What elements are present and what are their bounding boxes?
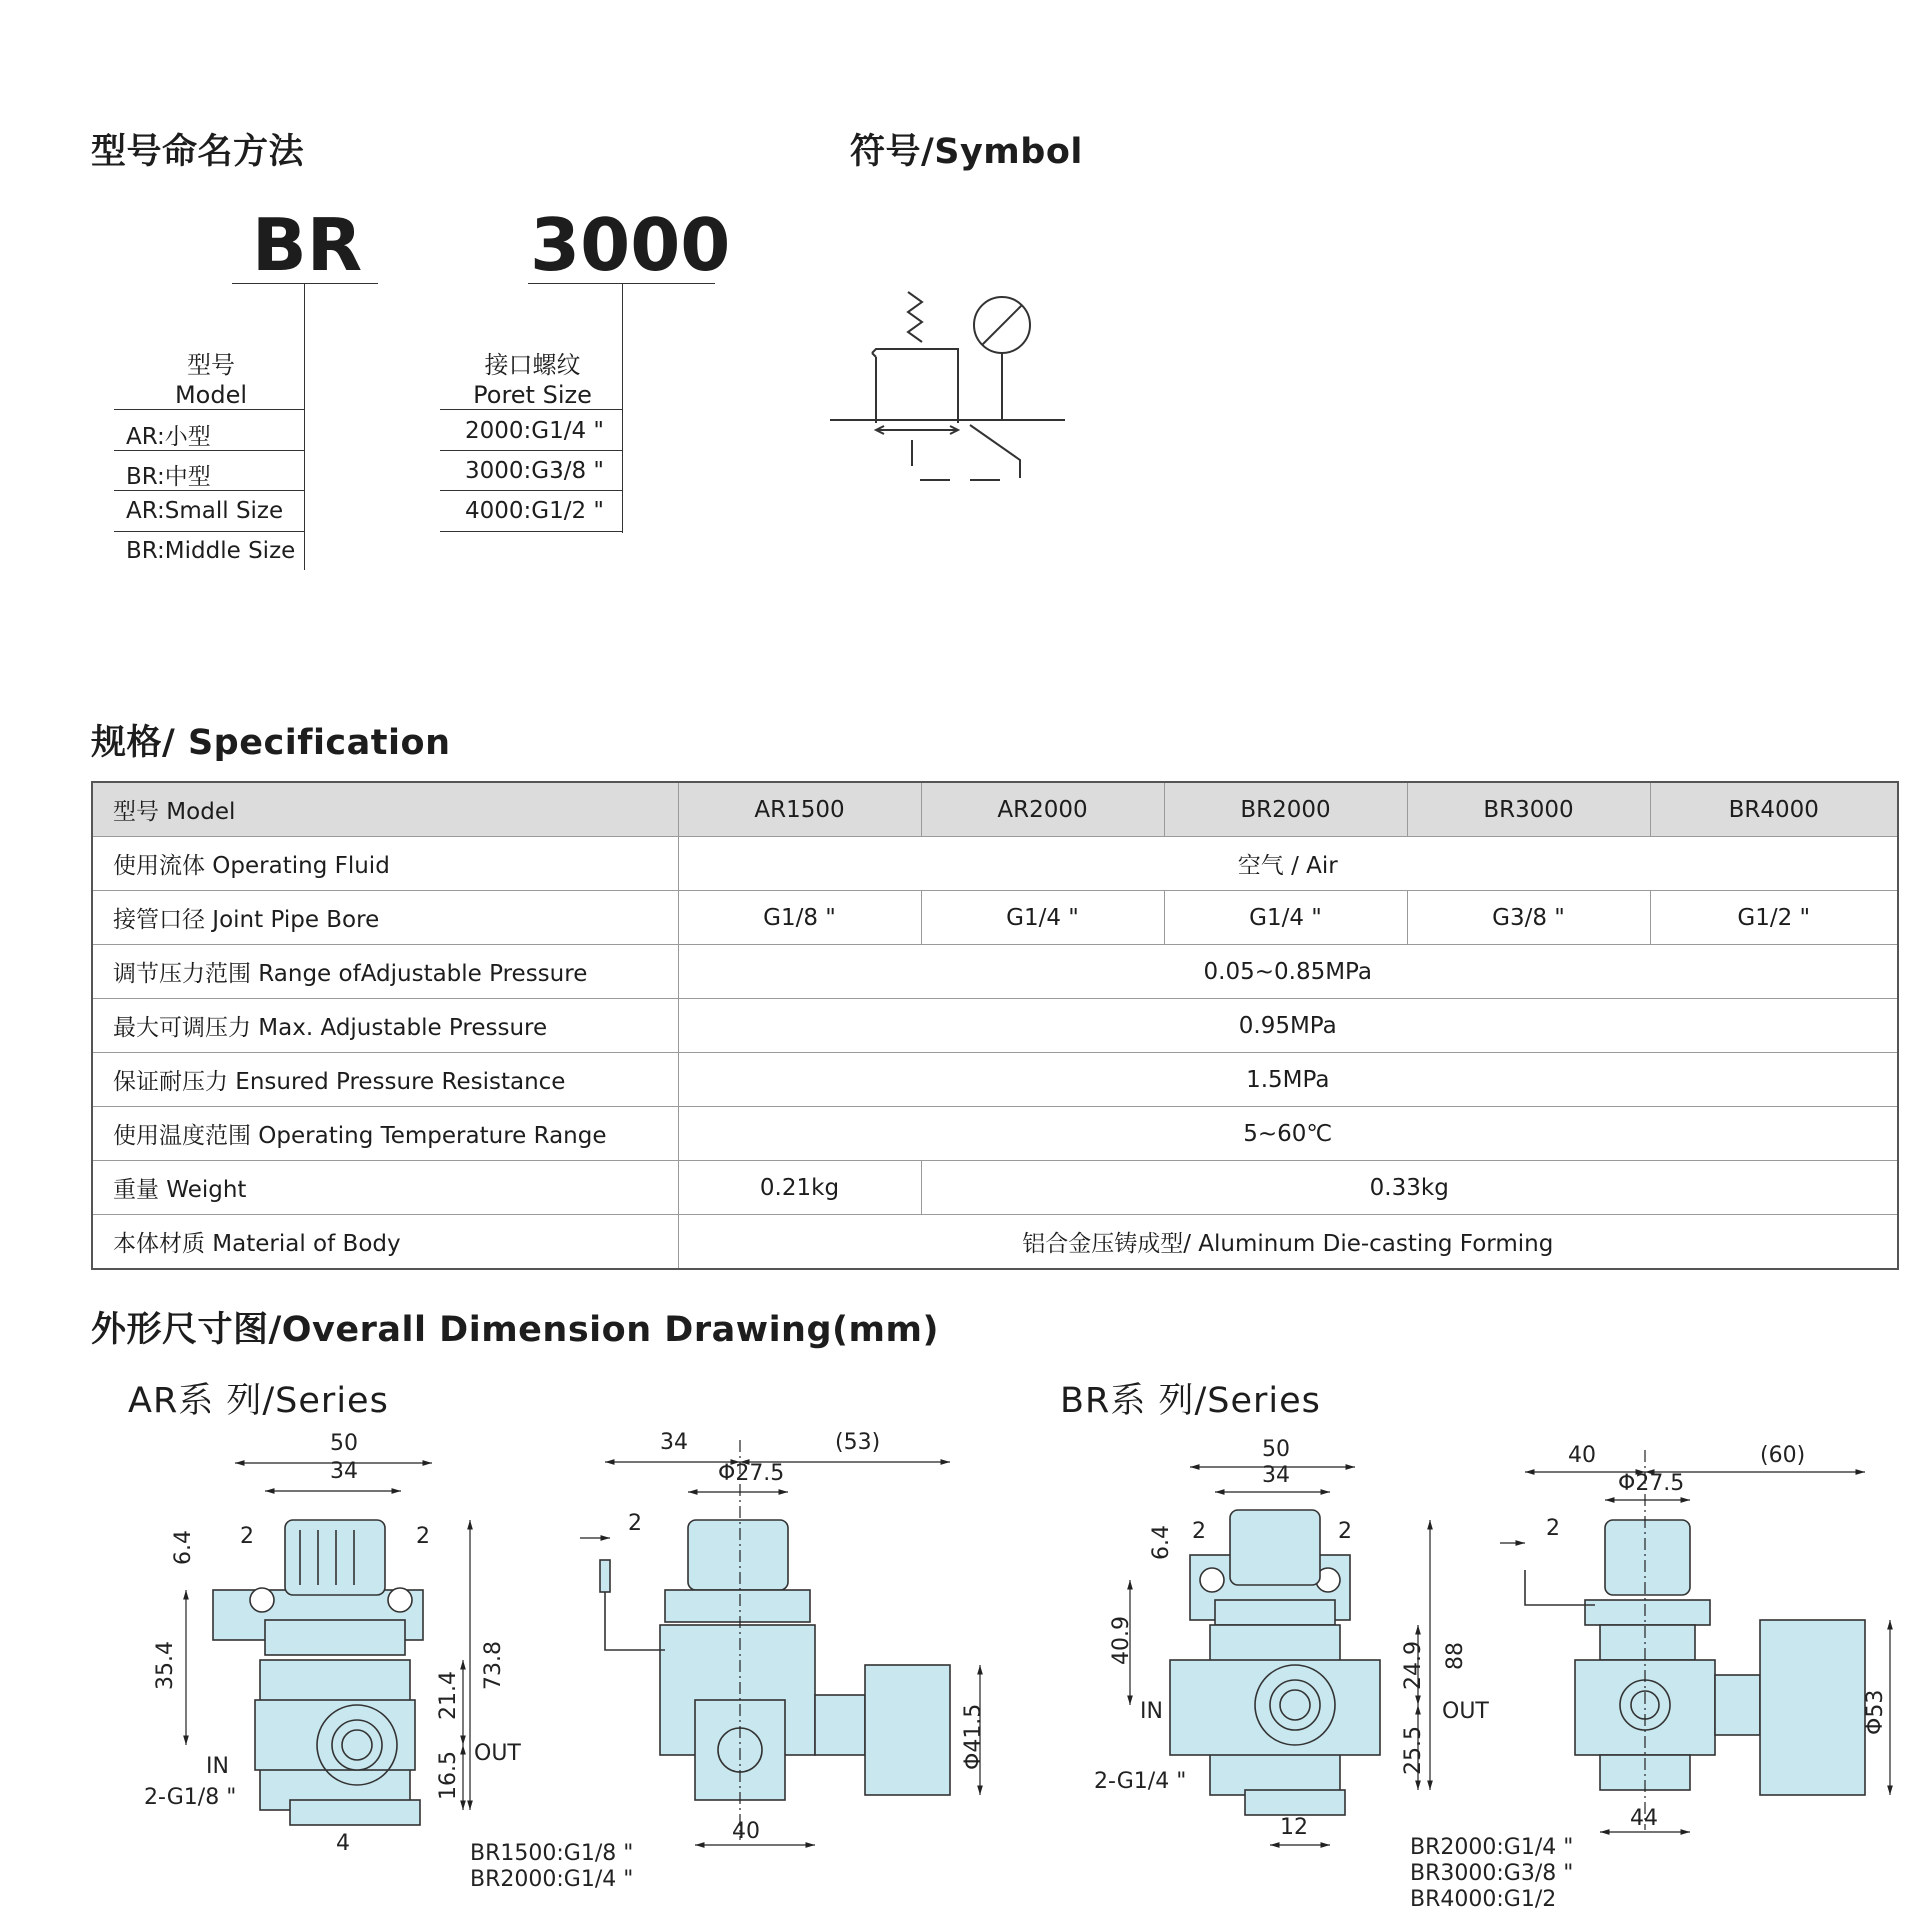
in-label: IN (1140, 1699, 1163, 1724)
naming-title: 型号命名方法 (91, 132, 305, 172)
port-code: 3000 (530, 203, 731, 287)
header-cell: BR3000 (1407, 782, 1650, 837)
dim-label: 16.5 (436, 1751, 461, 1800)
ar-front-view (213, 1520, 423, 1825)
dim-label: 40.9 (1109, 1616, 1134, 1665)
header-cell: BR2000 (1164, 782, 1407, 837)
model-label-en: Model (174, 381, 248, 409)
port-separator (440, 409, 622, 410)
port-label-cn: 接口螺纹 (484, 351, 581, 379)
table-row (92, 1161, 1898, 1215)
dim-label: Φ27.5 (718, 1461, 785, 1486)
model-option: AR:小型 (126, 424, 211, 450)
port-label: BR3000:G3/8 " (1410, 1861, 1574, 1886)
dim-label: 6.4 (171, 1530, 196, 1565)
dim-label: 34 (1262, 1463, 1290, 1488)
port-option: 2000:G1/4 " (465, 418, 605, 444)
dim-label: 21.4 (436, 1671, 461, 1720)
cell-value: 5~60℃ (678, 1107, 1898, 1161)
model-option: BR:Middle Size (126, 538, 296, 564)
br-side-view (1525, 1520, 1865, 1795)
spring-icon (908, 292, 922, 342)
dim-label: 88 (1443, 1642, 1468, 1670)
dim-label: 2 (1192, 1519, 1206, 1544)
cell-value: 0.95MPa (678, 999, 1898, 1053)
model-label-cn: 型号 (187, 351, 235, 379)
port-leader-line (622, 283, 623, 533)
model-option: AR:Small Size (126, 498, 284, 524)
dim-label: Φ53 (1863, 1689, 1888, 1735)
regulator-symbol (820, 280, 1080, 490)
cell-value: G1/8 " (678, 891, 921, 945)
ar-series-title: AR系 列/Series (128, 1381, 389, 1421)
cell-value: G1/4 " (921, 891, 1164, 945)
port-label: 2-G1/4 " (1094, 1769, 1187, 1794)
dim-label: 50 (1262, 1437, 1290, 1462)
model-label (140, 350, 282, 410)
port-label: 2-G1/8 " (144, 1785, 237, 1810)
port-separator (440, 531, 622, 532)
dim-label: 40 (732, 1819, 760, 1844)
port-option: 4000:G1/2 " (465, 498, 605, 524)
row-label: 重量 Weight (92, 1161, 678, 1215)
dimension-drawings (0, 1420, 1920, 1920)
row-label: 调节压力范围 Range ofAdjustable Pressure (92, 945, 678, 999)
table-row (92, 1215, 1898, 1270)
port-separator (440, 490, 622, 491)
drawing-title: 外形尺寸图/Overall Dimension Drawing(mm) (91, 1310, 939, 1350)
table-row (92, 782, 1898, 837)
dim-label: 50 (330, 1431, 358, 1456)
dim-label: 34 (660, 1430, 688, 1455)
dim-label: (60) (1760, 1443, 1806, 1468)
br-series-title: BR系 列/Series (1060, 1381, 1321, 1421)
port-label: BR1500:G1/8 " (470, 1841, 634, 1866)
port-label: BR2000:G1/4 " (1410, 1835, 1574, 1860)
spec-title: 规格/ Specification (91, 723, 451, 763)
port-option: 3000:G3/8 " (465, 458, 605, 484)
dim-label: 2 (628, 1511, 642, 1536)
dim-label: 34 (330, 1459, 358, 1484)
table-row (92, 837, 1898, 891)
dim-label: 73.8 (481, 1641, 506, 1690)
dim-label: (53) (835, 1430, 881, 1455)
table-row (92, 1107, 1898, 1161)
dim-label: Φ27.5 (1618, 1471, 1685, 1496)
model-separator (114, 531, 304, 532)
dim-label: 2 (416, 1524, 430, 1549)
dim-label: 25.5 (1401, 1726, 1426, 1775)
out-label: OUT (1442, 1699, 1489, 1724)
spec-table (91, 781, 1899, 1270)
dim-label: 2 (1338, 1519, 1352, 1544)
port-label-en: Poret Size (473, 381, 592, 409)
row-label: 保证耐压力 Ensured Pressure Resistance (92, 1053, 678, 1107)
header-cell: AR1500 (678, 782, 921, 837)
cell-value: G1/4 " (1164, 891, 1407, 945)
cell-value: 铝合金压铸成型/ Aluminum Die-casting Forming (678, 1215, 1898, 1270)
dim-label: 6.4 (1149, 1525, 1174, 1560)
row-label: 最大可调压力 Max. Adjustable Pressure (92, 999, 678, 1053)
dim-label: 35.4 (153, 1641, 178, 1690)
in-label: IN (206, 1754, 229, 1779)
dim-label: 12 (1280, 1815, 1308, 1840)
port-label: BR2000:G1/4 " (470, 1867, 634, 1892)
table-row (92, 945, 1898, 999)
header-cell: 型号 Model (92, 782, 678, 837)
dim-label: 4 (336, 1831, 350, 1856)
header-cell: AR2000 (921, 782, 1164, 837)
table-row (92, 1053, 1898, 1107)
br-front-view (1170, 1510, 1380, 1815)
dim-label: 24.9 (1401, 1641, 1426, 1690)
port-separator (440, 450, 622, 451)
model-separator (114, 490, 304, 491)
cell-value: 1.5MPa (678, 1053, 1898, 1107)
cell-value: G3/8 " (1407, 891, 1650, 945)
table-row (92, 999, 1898, 1053)
cell-value: 空气 / Air (678, 837, 1898, 891)
dim-label: 40 (1568, 1443, 1596, 1468)
model-code-underline (232, 283, 378, 284)
port-label: BR4000:G1/2 (1410, 1887, 1557, 1912)
out-label: OUT (474, 1741, 521, 1766)
ar-side-view (600, 1520, 950, 1800)
symbol-title: 符号/Symbol (850, 132, 1083, 172)
cell-value: G1/2 " (1650, 891, 1898, 945)
model-code: BR (251, 203, 363, 287)
dim-label: 44 (1630, 1806, 1658, 1831)
cell-value: 0.05~0.85MPa (678, 945, 1898, 999)
model-separator (114, 450, 304, 451)
model-leader-line (304, 283, 305, 570)
dim-label: 2 (240, 1524, 254, 1549)
model-separator (114, 409, 304, 410)
row-label: 使用流体 Operating Fluid (92, 837, 678, 891)
header-cell: BR4000 (1650, 782, 1898, 837)
cell-value: 0.33kg (921, 1161, 1898, 1215)
table-row (92, 891, 1898, 945)
row-label: 接管口径 Joint Pipe Bore (92, 891, 678, 945)
dim-label: 2 (1546, 1516, 1560, 1541)
cell-value: 0.21kg (678, 1161, 921, 1215)
model-option: BR:中型 (126, 464, 211, 490)
dim-label: Φ41.5 (961, 1703, 986, 1770)
row-label: 使用温度范围 Operating Temperature Range (92, 1107, 678, 1161)
row-label: 本体材质 Material of Body (92, 1215, 678, 1270)
port-label (445, 350, 620, 410)
